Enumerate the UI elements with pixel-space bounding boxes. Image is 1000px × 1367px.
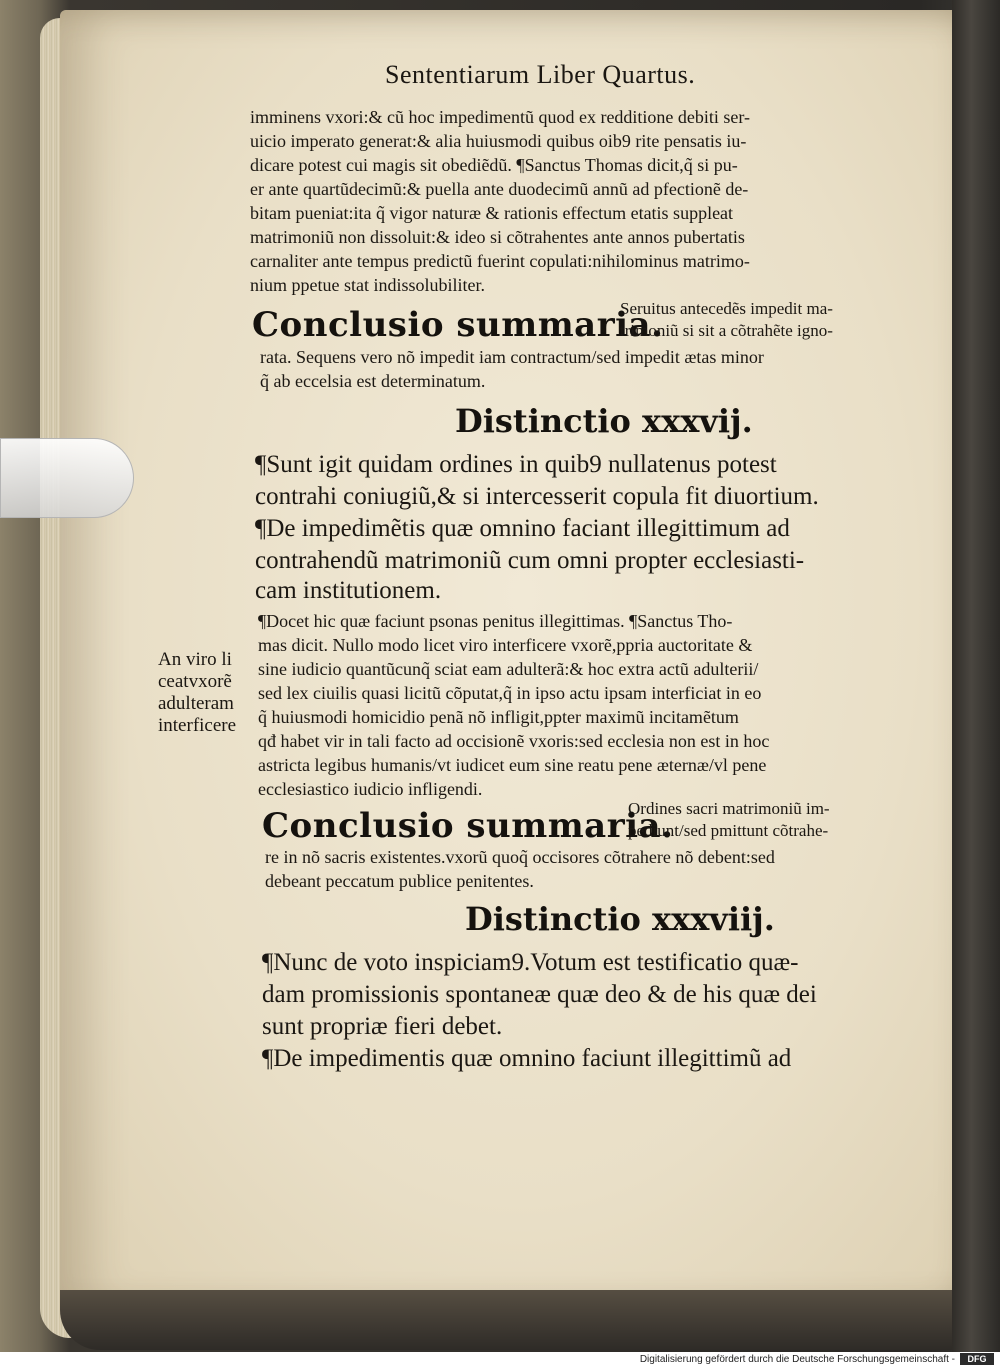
facing-page-edge (952, 0, 1000, 1352)
text-line: re in nõ sacris existentes.vxorũ quoq̃ occisores cõtrahere nõ debent:sed (265, 847, 775, 867)
funding-notice: Digitalisierung gefördert durch die Deutsche Forschungsgemeinschaft - (639, 1354, 955, 1365)
text-line: cam institutionem. (255, 577, 442, 604)
text-line: mas dicit. Nullo modo licet viro interficere vxorẽ,ppria auctoritate & (258, 635, 753, 655)
text-line: dam promissionis spontaneæ quæ deo & de his quæ dei (262, 981, 817, 1008)
text-line: contrahendũ matrimoniũ cum omni propter ecclesiasti- (255, 547, 805, 574)
text-line: ¶Nunc de voto inspiciam9.Votum est testificatio quæ- (262, 949, 799, 976)
marginal-note: adulteram (158, 693, 234, 714)
distinctio-heading: Distinctio xxxviij. (465, 900, 775, 938)
text-line: rata. Sequens vero nõ impedit iam contractum/sed impedit ætas minor (260, 347, 764, 367)
text-line: sine iudicio quantũcunq̃ sciat eam adulterã:& hoc extra actũ adulterii/ (258, 659, 759, 679)
text-line: ¶De impedimẽtis quæ omnino faciant illegittimum ad (255, 515, 790, 542)
conclusio-heading: Conclusio summaria. (252, 305, 664, 345)
text-line: ¶Sunt igit quidam ordines in quib9 nullatenus potest (255, 451, 777, 478)
conclusio-heading: Conclusio summaria. (262, 806, 674, 846)
text-line: ecclesiastico iudicio infligendi. (258, 779, 483, 799)
text-line: astricta legibus humanis/vt iudicet eum sine reatu pene æternæ/vl pene (258, 755, 767, 775)
text-line: imminens vxori:& cũ hoc impedimentũ quod ex redditione debiti ser- (250, 107, 751, 127)
marginal-note: interficere (158, 715, 237, 736)
text-line: contrahi coniugiũ,& si intercesserit copula fit diuortium. (255, 483, 819, 510)
text-line: sed lex ciuilis quasi licitũ cõputat,q̃ in ipso actu ipsam interficiat in eo (258, 683, 762, 703)
text-line: Seruitus antecedẽs impedit ma- (620, 299, 833, 318)
text-line: q̃ huiusmodi homicidio penã nõ infligit,ppter maximũ incitamẽtum (258, 707, 739, 727)
text-line: Ordines sacri matrimoniũ im- (628, 799, 830, 818)
text-line: debeant peccatum publice penitentes. (265, 871, 534, 891)
text-line: pediunt/sed pmittunt cõtrahe- (628, 821, 829, 840)
text-line: nium ppetue stat indissolubiliter. (250, 275, 485, 295)
text-line: matrimoniũ non dissoluit:& ideo si cõtrahentes ante annos pubertatis (250, 227, 745, 247)
text-line: ¶De impedimentis quæ omnino faciunt illegittimũ ad (262, 1045, 792, 1072)
marginal-note: An viro li (158, 649, 232, 670)
text-line: er ante quartũdecimũ:& puella ante duodecimũ annũ ad pfectionẽ de- (250, 179, 749, 199)
text-line: q̃ ab eccelsia est determinatum. (260, 371, 486, 391)
text-line: bitam pueniat:ita q̃ vigor naturæ & rationis effectum etatis suppleat (250, 203, 734, 223)
text-line: dicare potest cui magis sit obediẽdũ. ¶Sanctus Thomas dicit,q̃ si pu- (250, 155, 738, 175)
text-line: uicio imperato generat:& alia huiusmodi quibus oib9 rite pensatis iu- (250, 131, 747, 151)
running-head: Sententiarum Liber Quartus. (385, 60, 696, 89)
text-line: carnaliter ante tempus predictũ fuerint copulati:nihilominus matrimo- (250, 251, 750, 271)
text-line: qđ habet vir in tali facto ad occisionẽ vxoris:sed ecclesia non est in hoc (258, 731, 770, 751)
book-binding (60, 1290, 990, 1350)
text-line: ¶Docet hic quæ faciunt psonas penitus illegittimas. ¶Sanctus Tho- (258, 611, 733, 631)
bookmark-clip (0, 438, 134, 518)
distinctio-heading: Distinctio xxxvij. (455, 402, 753, 440)
text-line: sunt propriæ fieri debet. (262, 1013, 503, 1040)
text-line: trimoniũ si sit a cõtrahẽte igno- (620, 321, 833, 340)
marginal-note: ceatvxorẽ (158, 671, 232, 692)
dfg-logo-icon: DFG (960, 1353, 994, 1365)
